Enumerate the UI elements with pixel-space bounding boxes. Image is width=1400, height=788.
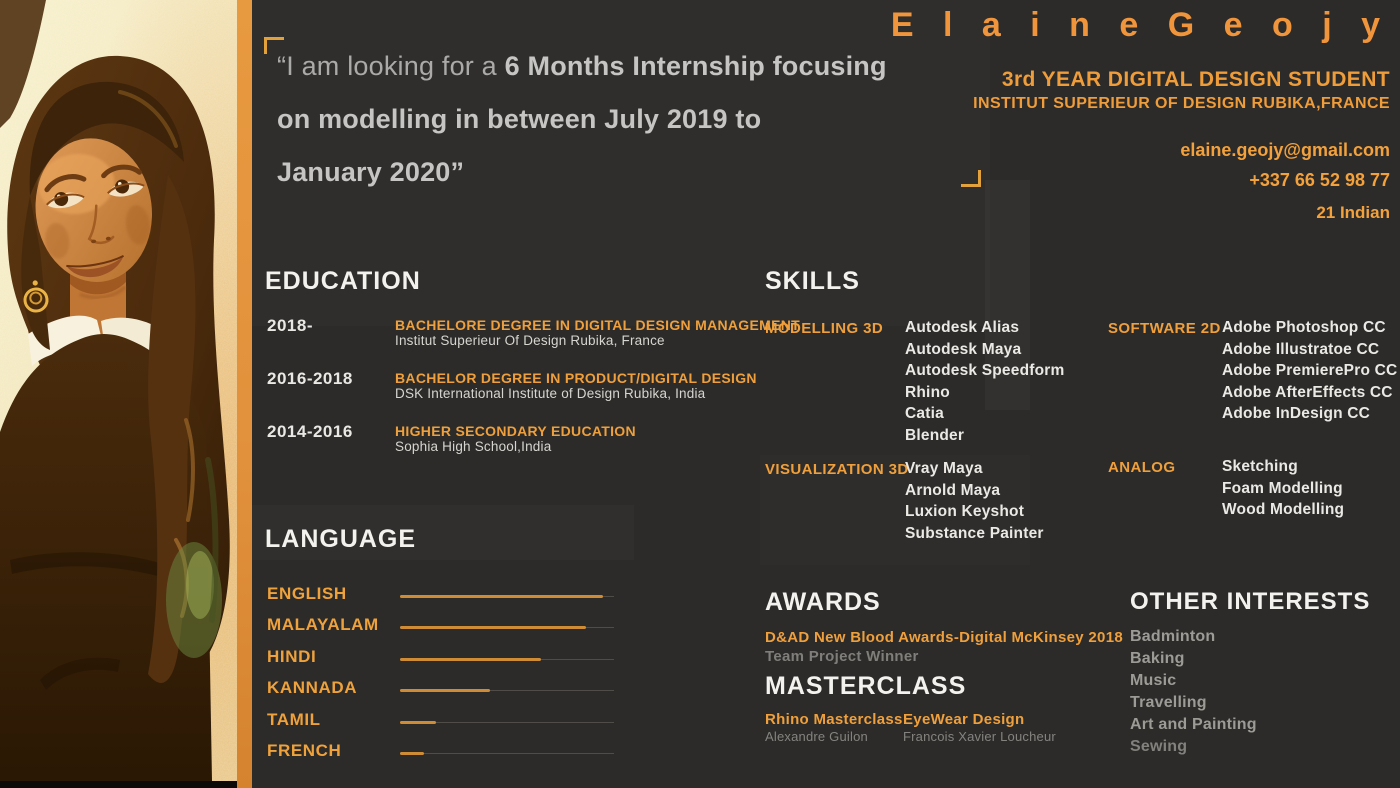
portrait-photo [0, 0, 237, 781]
skill-item: Foam Modelling [1222, 479, 1343, 497]
language-level-bar [400, 689, 614, 692]
skill-group-label: VISUALIZATION 3D [765, 461, 909, 478]
skill-group-items [905, 458, 1044, 544]
interest-item: Travelling [1130, 694, 1207, 711]
masterclass-heading: MASTERCLASS [765, 672, 967, 700]
interests-heading: OTHER INTERESTS [1130, 588, 1371, 615]
awards-heading: AWARDS [765, 588, 881, 616]
language-level-bar [400, 626, 614, 629]
skill-group-label: MODELLING 3D [765, 320, 884, 337]
skill-item: Autodesk Speedform [905, 362, 1065, 379]
interest-item: Art and Painting [1130, 716, 1257, 733]
skill-group-items [905, 317, 1065, 446]
email-text: elaine.geojy@gmail.com [1180, 140, 1390, 160]
education-heading: EDUCATION [265, 267, 421, 295]
portrait-illustration [0, 0, 237, 781]
skills-heading: SKILLS [765, 267, 860, 295]
skill-item: Adobe PremierePro CC [1222, 362, 1398, 379]
education-institution: Sophia High School,India [395, 439, 552, 454]
skill-item: Luxion Keyshot [905, 503, 1025, 520]
skill-item: Blender [905, 426, 965, 444]
accent-stripe [237, 0, 252, 788]
language-level-bar [400, 721, 614, 724]
skill-group-label: SOFTWARE 2D [1108, 320, 1221, 337]
interest-item: Baking [1130, 650, 1185, 667]
skill-item: Rhino [905, 383, 950, 401]
education-degree: BACHELOR DEGREE IN PRODUCT/DIGITAL DESIGN [395, 370, 757, 386]
candidate-title: 3rd YEAR DIGITAL DESIGN STUDENT [1001, 68, 1390, 91]
language-heading: LANGUAGE [265, 525, 417, 553]
language-name: MALAYALAM [267, 615, 379, 634]
skill-item: Substance Painter [905, 524, 1044, 542]
education-institution: DSK International Institute of Design Rubika, India [395, 386, 706, 401]
interest-item: Music [1130, 672, 1177, 689]
masterclass-title: Rhino Masterclass [765, 711, 903, 728]
education-institution: Institut Superieur Of Design Rubika, France [395, 333, 665, 348]
language-level-bar [400, 658, 614, 661]
skill-group-items [1222, 317, 1397, 425]
quote-bold-line-2: on modelling in between July 2019 to [277, 104, 762, 134]
education-period: 2018- [267, 316, 313, 335]
education-degree: BACHELORE DEGREE IN DIGITAL DESIGN MANAGEMENT [395, 317, 801, 333]
candidate-name: E l a i n e G e o j y [890, 6, 1390, 44]
photo-bottom-bar [0, 781, 237, 788]
skill-item: Autodesk Alias [905, 319, 1020, 336]
masterclass-mentor: Francois Xavier Loucheur [903, 729, 1056, 744]
language-level-bar [400, 752, 614, 755]
objective-quote [277, 40, 997, 199]
skill-item: Adobe InDesign CC [1222, 405, 1371, 422]
masterclass-mentor: Alexandre Guilon [765, 729, 868, 744]
language-name: HINDI [267, 647, 317, 666]
skill-item: Adobe Photoshop CC [1222, 319, 1386, 336]
skill-group-items [1222, 456, 1344, 521]
language-name: TAMIL [267, 710, 321, 729]
education-degree: HIGHER SECONDARY EDUCATION [395, 423, 636, 439]
skill-group-label: ANALOG [1108, 459, 1176, 476]
masterclass-title: EyeWear Design [903, 711, 1025, 728]
language-name: ENGLISH [267, 584, 347, 603]
skill-item: Vray Maya [905, 460, 983, 477]
education-period: 2014-2016 [267, 422, 353, 441]
language-name: FRENCH [267, 741, 342, 760]
skill-item: Adobe Illustratoe CC [1222, 340, 1380, 358]
language-row [267, 741, 887, 765]
interests-list [1130, 626, 1257, 758]
interest-item: Badminton [1130, 628, 1216, 645]
skill-item: Arnold Maya [905, 481, 1001, 499]
language-level-bar [400, 595, 614, 598]
skill-item: Catia [905, 405, 944, 422]
quote-bold-line-3: January 2020” [277, 157, 465, 187]
skill-item: Autodesk Maya [905, 340, 1022, 358]
skill-item: Wood Modelling [1222, 501, 1345, 518]
age-nationality: 21 Indian [1316, 203, 1390, 222]
interest-item: Sewing [1130, 738, 1188, 755]
language-name: KANNADA [267, 678, 358, 697]
award-title: D&AD New Blood Awards-Digital McKinsey 2018 [765, 629, 1123, 646]
award-subtitle: Team Project Winner [765, 648, 919, 665]
skill-item: Sketching [1222, 458, 1298, 475]
skill-item: Adobe AfterEffects CC [1222, 383, 1393, 401]
education-period: 2016-2018 [267, 369, 353, 388]
quote-bold-line-1: 6 Months Internship focusing [504, 51, 887, 81]
quote-normal-text: “I am looking for a [277, 51, 505, 81]
candidate-school: INSTITUT SUPERIEUR OF DESIGN RUBIKA,FRANCE [973, 95, 1390, 112]
phone-text: +337 66 52 98 77 [1249, 170, 1390, 190]
